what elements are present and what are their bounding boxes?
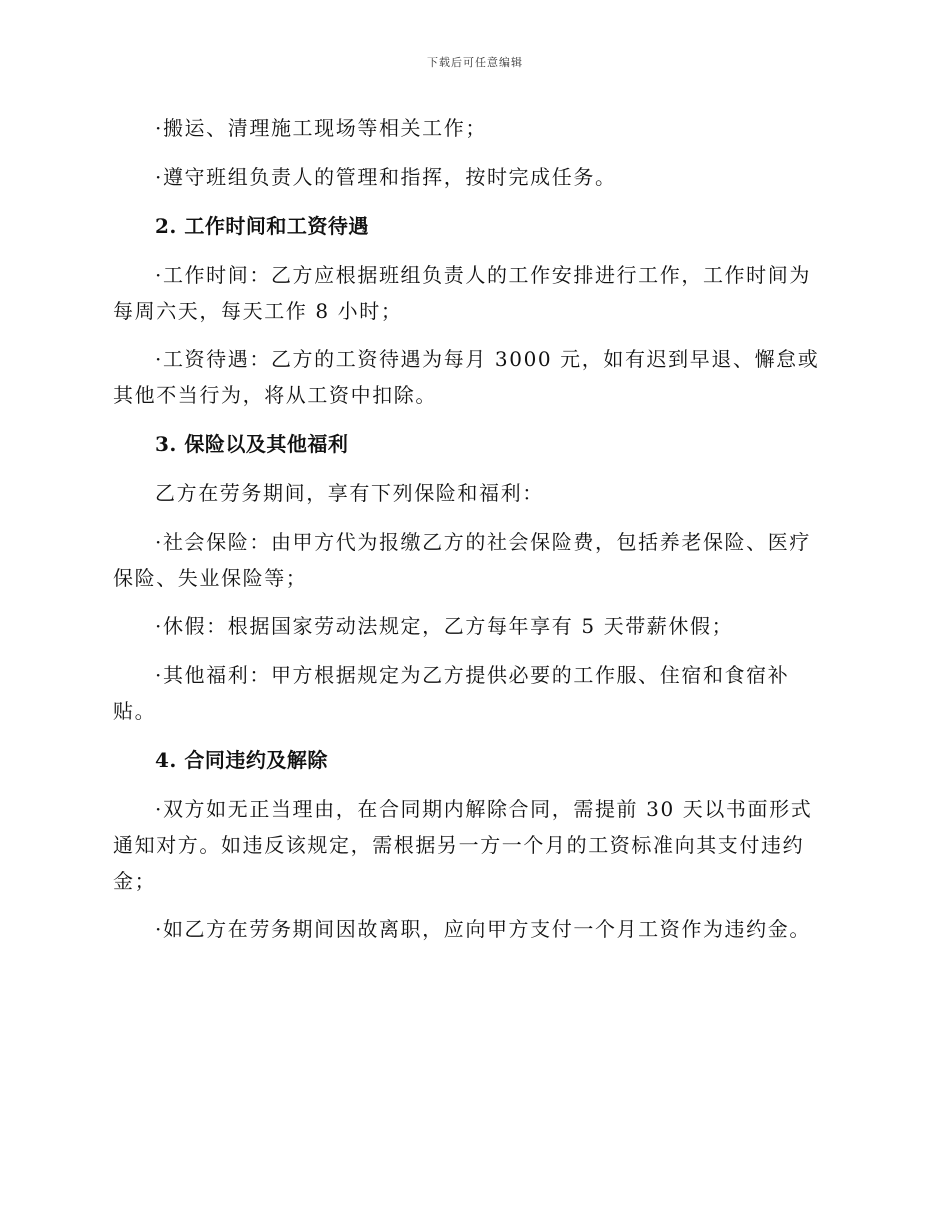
paragraph-item: ·搬运、清理施工现场等相关工作； — [155, 116, 487, 140]
document-body — [113, 110, 829, 947]
paragraph-item: ·其他福利：甲方根据规定为乙方提供必要的工作服、住宿和食宿补贴。 — [113, 663, 790, 723]
section-heading: 3. 保险以及其他福利 — [155, 432, 349, 456]
section-heading: 4. 合同违约及解除 — [155, 748, 328, 772]
paragraph-item: ·工资待遇：乙方的工资待遇为每月 3000 元，如有迟到早退、懈怠或其他不当行为，将从工资中扣除。 — [113, 347, 820, 407]
paragraph-lead: 乙方在劳务期间，享有下列保险和福利： — [155, 481, 544, 505]
paragraph-item: ·工作时间：乙方应根据班组负责人的工作安排进行工作，工作时间为每周六天，每天工作 8 小时； — [113, 263, 811, 323]
paragraph-item: ·如乙方在劳务期间因故离职，应向甲方支付一个月工资作为违约金。 — [155, 917, 811, 941]
paragraph-item: ·遵守班组负责人的管理和指挥，按时完成任务。 — [155, 165, 617, 189]
paragraph-item: ·双方如无正当理由，在合同期内解除合同，需提前 30 天以书面形式通知对方。如违反该规定，需根据另一方一个月的工资标准向其支付违约金； — [113, 797, 813, 893]
paragraph-item: ·社会保险：由甲方代为报缴乙方的社会保险费，包括养老保险、医疗保险、失业保险等； — [113, 530, 811, 590]
paragraph-item: ·休假：根据国家劳动法规定，乙方每年享有 5 天带薪休假； — [155, 614, 734, 638]
page-header: 下载后可任意编辑 — [427, 56, 523, 69]
section-heading: 2. 工作时间和工资待遇 — [155, 214, 369, 238]
